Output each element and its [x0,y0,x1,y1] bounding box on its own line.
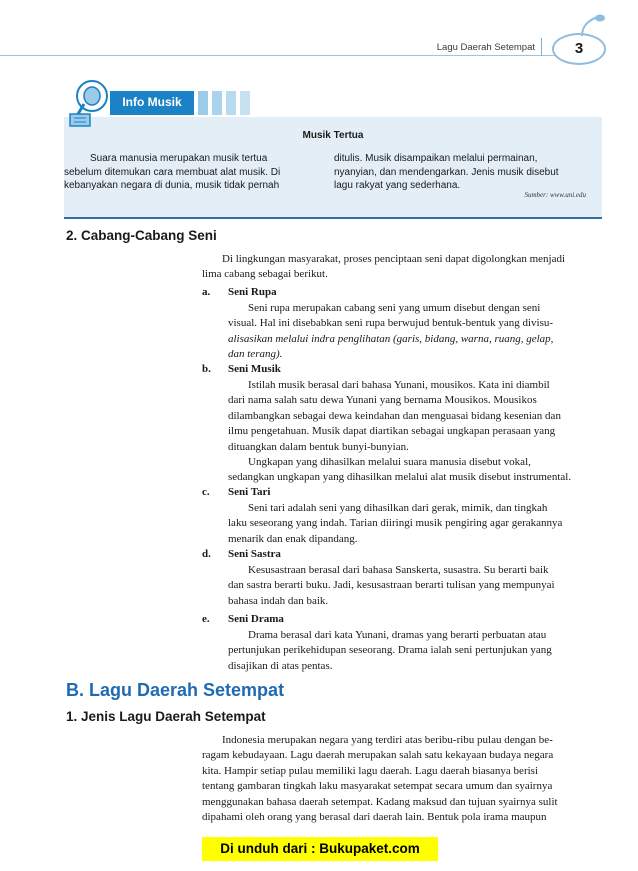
text-line: sedangkan ungkapan yang dihasilkan melalui alat musik disebut instrumental. [228,471,572,484]
text-line: kita. Hampir setiap pulau memiliki lagu daerah. Lagu daerah biasanya berisi [202,764,538,777]
info-tab-label: Info Musik [122,95,182,109]
text-line: Seni tari adalah seni yang dihasilkan dari gerak, mimik, dan tingkah [248,502,548,514]
tab-stripe [198,91,208,115]
text-line: Seni rupa merupakan cabang seni yang umum disebut dengan seni [248,302,541,314]
info-line: lagu rakyat yang sederhana. [334,180,461,191]
info-line: nyanyian, dan mendengarkan. Jenis musik disebut [334,166,559,178]
text-line: disajikan di atas pentas. [228,659,333,672]
text-line: Drama berasal dari kata Yunani, dramas yang berarti perbuatan atau [248,629,547,641]
list-item-title: Seni Tari [228,486,271,498]
text-line: bahasa indah dan baik. [228,594,329,607]
list-item-title: Seni Rupa [228,286,277,298]
list-letter: a. [202,286,211,298]
music-note-icon [578,12,608,38]
info-right-column [334,152,586,193]
info-line: ditulis. Musik disampaikan melalui permainan, [334,153,538,164]
text-line: dituangkan dalam bentuk bunyi-bunyian. [228,440,409,453]
list-letter: b. [202,363,211,375]
list-item-body [228,628,586,674]
info-left-column [64,152,318,193]
text-line: Indonesia merupakan negara yang terdiri atas beribu-ribu pulau dengan be- [222,734,553,746]
text-line: tentang gambaran tingkah laku masyarakat setempat secara umum dan syairnya [202,780,553,793]
header-divider [541,38,542,56]
gramophone-icon [66,78,110,130]
tab-stripe [240,91,250,115]
text-line: Ungkapan yang dihasilkan melalui suara manusia disebut vokal, [248,456,531,469]
info-line: kebanyakan negara di dunia, musik tidak pernah [64,180,280,191]
text-line: dan terang). [228,348,283,361]
list-item-body [228,378,586,486]
list-item-body [228,563,586,609]
subsection-heading: 1. Jenis Lagu Daerah Setempat [66,709,266,724]
text-line: dipahami oleh orang yang berasal dari daerah lain. Bentuk pola irama maupun [202,811,547,824]
text-line: Di lingkungan masyarakat, proses penciptaan seni dapat digolongkan menjadi [222,253,566,265]
info-line: Suara manusia merupakan musik tertua [90,153,268,164]
list-letter: c. [202,486,210,498]
text-line: Istilah musik berasal dari bahasa Yunani, mousikos. Kata ini diambil [248,379,550,391]
list-letter: e. [202,613,210,625]
text-line: pertunjukan perikehidupan seseorang. Drama ialah seni pertunjukan yang [228,644,552,657]
text-line: menarik dan enak dipandang. [228,532,358,545]
text-line: dari nama salah satu dewa Yunani yang bernama Mousikos. Mousikos [228,394,537,407]
text-line: laku seseorang yang indah. Tarian diiringi musik pengiring agar gerakannya [228,517,563,530]
text-line: visual. Hal ini disebabkan seni rupa berwujud bentuk-bentuk yang divisu- [228,317,554,330]
header-rule [0,55,600,56]
text-line: ragam kebudayaan. Lagu daerah merupakan salah satu kekayaan budaya negara [202,749,554,762]
list-item-body [228,301,586,363]
text-line: Kesusastraan berasal dari bahasa Sanskerta, susastra. Su berarti baik [248,564,549,576]
info-line: sebelum ditemukan cara membuat alat musik. Di [64,166,281,178]
list-item-title: Seni Drama [228,613,284,625]
download-note[interactable]: Di unduh dari : Bukupaket.com [220,841,420,856]
info-box-title: Musik Tertua [302,130,364,141]
tab-stripe [212,91,222,115]
tab-stripe [226,91,236,115]
text-line: alisasikan melalui indra penglihatan (garis, bidang, warna, ruang, gelap, [228,332,554,345]
text-line: menggunakan bahasa daerah setempat. Kadang maksud dan tujuan syairnya sulit [202,795,558,808]
list-letter: d. [202,548,211,560]
text-line: dilambangkan sebagai dewa keindahan dan menguasai bidang kesenian dan [228,409,561,422]
running-title: Lagu Daerah Setempat [436,42,535,53]
list-item-title: Seni Sastra [228,548,281,560]
chapter-section-heading: B. Lagu Daerah Setempat [66,680,285,700]
text-line: ilmu pengetahuan. Musik dapat diartikan sebagai ungkapan perasaan yang [228,425,556,438]
list-item-body [228,501,586,547]
section-heading: 2. Cabang-Cabang Seni [66,228,217,243]
section-intro [202,252,586,283]
page-number: 3 [574,40,584,57]
info-source: Sumber: www.uni.edu [524,191,586,199]
text-line: dan sastra berarti buku. Jadi, kesusastraan berarti tulisan yang mempunyai [228,579,555,592]
text-line: lima cabang sebagai berikut. [202,268,328,281]
subsection-body [202,733,586,825]
list-item-title: Seni Musik [228,363,281,375]
